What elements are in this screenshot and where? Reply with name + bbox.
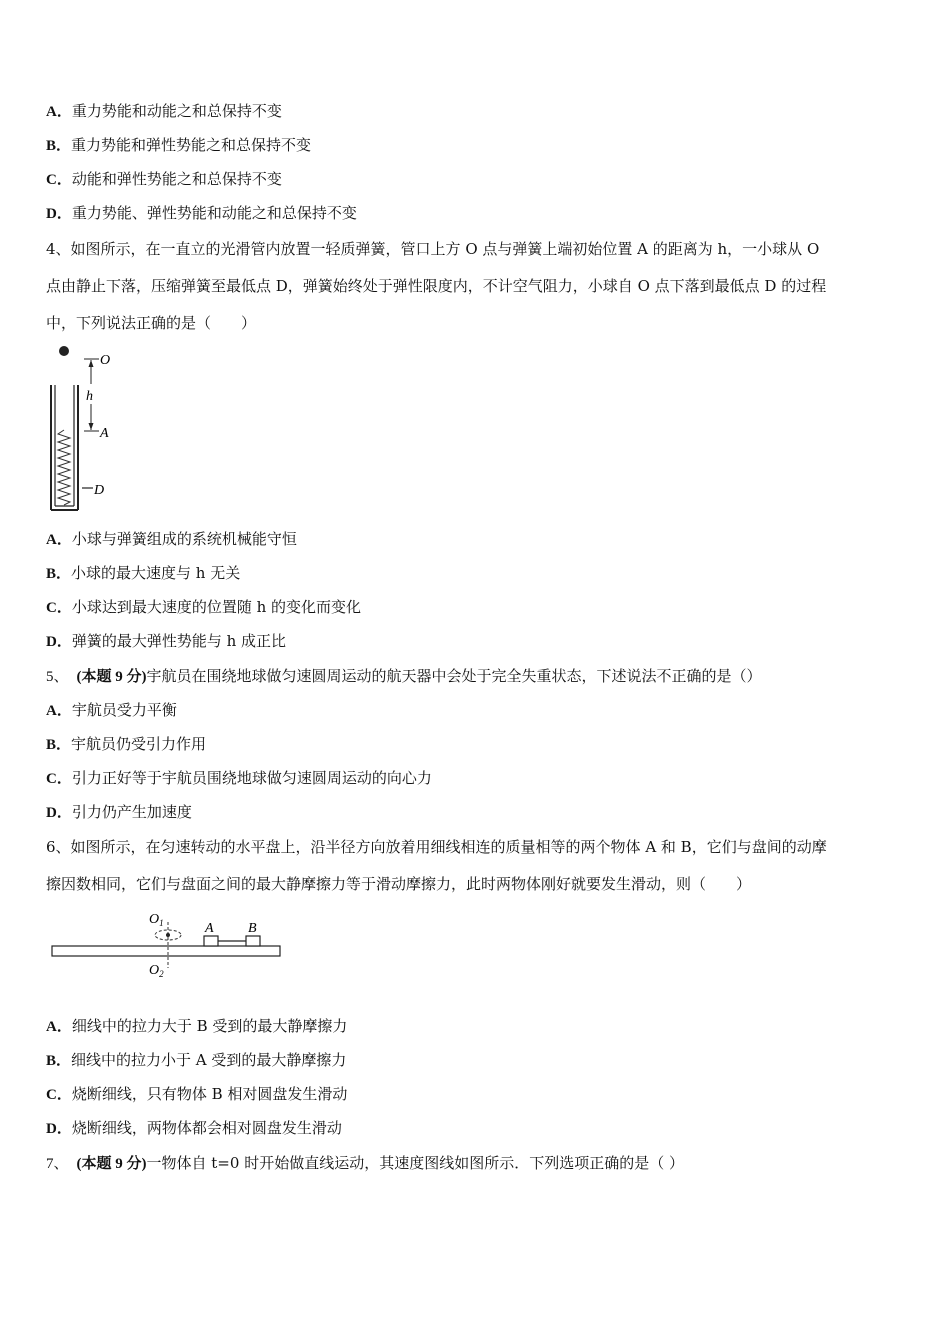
question-stem: 宇航员在围绕地球做匀速圆周运动的航天器中会处于完全失重状态，下述说法不正确的是（） (146, 667, 762, 685)
option-text: 弹簧的最大弹性势能与 h 成正比 (71, 632, 287, 650)
q6-stem-line-2: 擦因数相同，它们与盘面之间的最大静摩擦力等于滑动摩擦力，此时两物体刚好就要发生滑动，则（ ） (46, 875, 752, 893)
option-letter: C． (46, 1087, 72, 1103)
option-text: 细线中的拉力小于 A 受到的最大静摩擦力 (71, 1051, 347, 1069)
option-text: 重力势能和动能之和总保持不变 (71, 102, 282, 120)
label-b: B (248, 921, 257, 936)
option-text: 重力势能、弹性势能和动能之和总保持不变 (71, 204, 357, 222)
option-text: 小球与弹簧组成的系统机械能守恒 (71, 530, 297, 548)
option-letter: B． (46, 138, 72, 154)
q5-option-d (46, 802, 192, 823)
option-letter: C． (46, 600, 72, 616)
option-text: 烧断细线，只有物体 B 相对圆盘发生滑动 (71, 1085, 348, 1103)
q6-option-b (46, 1050, 346, 1071)
option-letter: A． (46, 532, 72, 548)
q6-stem-line-1: 6、如图所示，在匀速转动的水平盘上，沿半径方向放着用细线相连的质量相等的两个物体 A 和 B，它们与盘间的动摩 (46, 838, 827, 856)
question-score: (本题 9 分) (76, 1156, 147, 1172)
q5-stem (46, 666, 762, 687)
block-b (246, 936, 260, 946)
q4-stem-line-1: 4、如图所示，在一直立的光滑管内放置一轻质弹簧，管口上方 O 点与弹簧上端初始位置 A 的距离为 h，一小球从 O (46, 240, 820, 258)
question-score: (本题 9 分) (76, 669, 147, 685)
ball (60, 347, 69, 356)
option-letter: D． (46, 634, 72, 650)
option-letter: D． (46, 1121, 72, 1137)
label-o1: $O_1$ (149, 912, 164, 928)
q3-option-d (46, 203, 357, 224)
label-h: h (86, 389, 93, 404)
question-number: 7、 (46, 1156, 69, 1172)
q4-stem-line-2: 点由静止下落，压缩弹簧至最低点 D，弹簧始终处于弹性限度内，不计空气阻力，小球自 O 点下落到最低点 D 的过程 (46, 277, 827, 295)
q3-option-a (46, 101, 282, 122)
q3-option-b (46, 135, 311, 156)
q3-option-c (46, 169, 282, 190)
label-d: D (94, 483, 105, 498)
q6-option-a (46, 1016, 347, 1037)
q4-option-b (46, 563, 240, 584)
q6-rotating-disc-figure (48, 908, 288, 982)
option-letter: A． (46, 104, 72, 120)
option-letter: A． (46, 703, 72, 719)
disc (52, 946, 280, 956)
q5-option-c (46, 768, 432, 789)
q5-option-b (46, 734, 206, 755)
option-text: 小球达到最大速度的位置随 h 的变化而变化 (71, 598, 362, 616)
q4-stem-line-3: 中，下列说法正确的是（ ） (46, 314, 257, 332)
q4-option-d (46, 631, 286, 652)
block-a (204, 936, 218, 946)
label-a: A (205, 921, 214, 936)
option-text: 烧断细线，两物体都会相对圆盘发生滑动 (71, 1119, 342, 1137)
option-text: 重力势能和弹性势能之和总保持不变 (71, 136, 312, 154)
option-text: 细线中的拉力大于 B 受到的最大静摩擦力 (71, 1017, 348, 1035)
q4-option-a (46, 529, 297, 550)
q4-option-c (46, 597, 361, 618)
option-text: 引力仍产生加速度 (71, 803, 192, 821)
option-letter: B． (46, 1053, 72, 1069)
q6-option-c (46, 1084, 347, 1105)
q4-spring-tube-figure (44, 342, 134, 514)
question-number: 5、 (46, 669, 69, 685)
label-o2: $O_2$ (149, 963, 164, 979)
q7-stem (46, 1153, 684, 1174)
option-letter: D． (46, 805, 72, 821)
q5-option-a (46, 700, 177, 721)
label-a: A (100, 426, 109, 441)
option-letter: B． (46, 566, 72, 582)
option-letter: B． (46, 737, 72, 753)
option-text: 宇航员受力平衡 (71, 701, 177, 719)
option-text: 小球的最大速度与 h 无关 (71, 564, 241, 582)
option-text: 宇航员仍受引力作用 (71, 735, 207, 753)
label-o: O (100, 353, 111, 368)
option-letter: C． (46, 172, 72, 188)
spring (58, 430, 70, 505)
option-letter: C． (46, 771, 72, 787)
option-text: 引力正好等于宇航员围绕地球做匀速圆周运动的向心力 (71, 769, 432, 787)
q6-option-d (46, 1118, 342, 1139)
option-text: 动能和弹性势能之和总保持不变 (71, 170, 282, 188)
option-letter: D． (46, 206, 72, 222)
question-stem: 一物体自 t=0 时开始做直线运动，其速度图线如图所示．下列选项正确的是（ ） (146, 1154, 684, 1172)
option-letter: A． (46, 1019, 72, 1035)
